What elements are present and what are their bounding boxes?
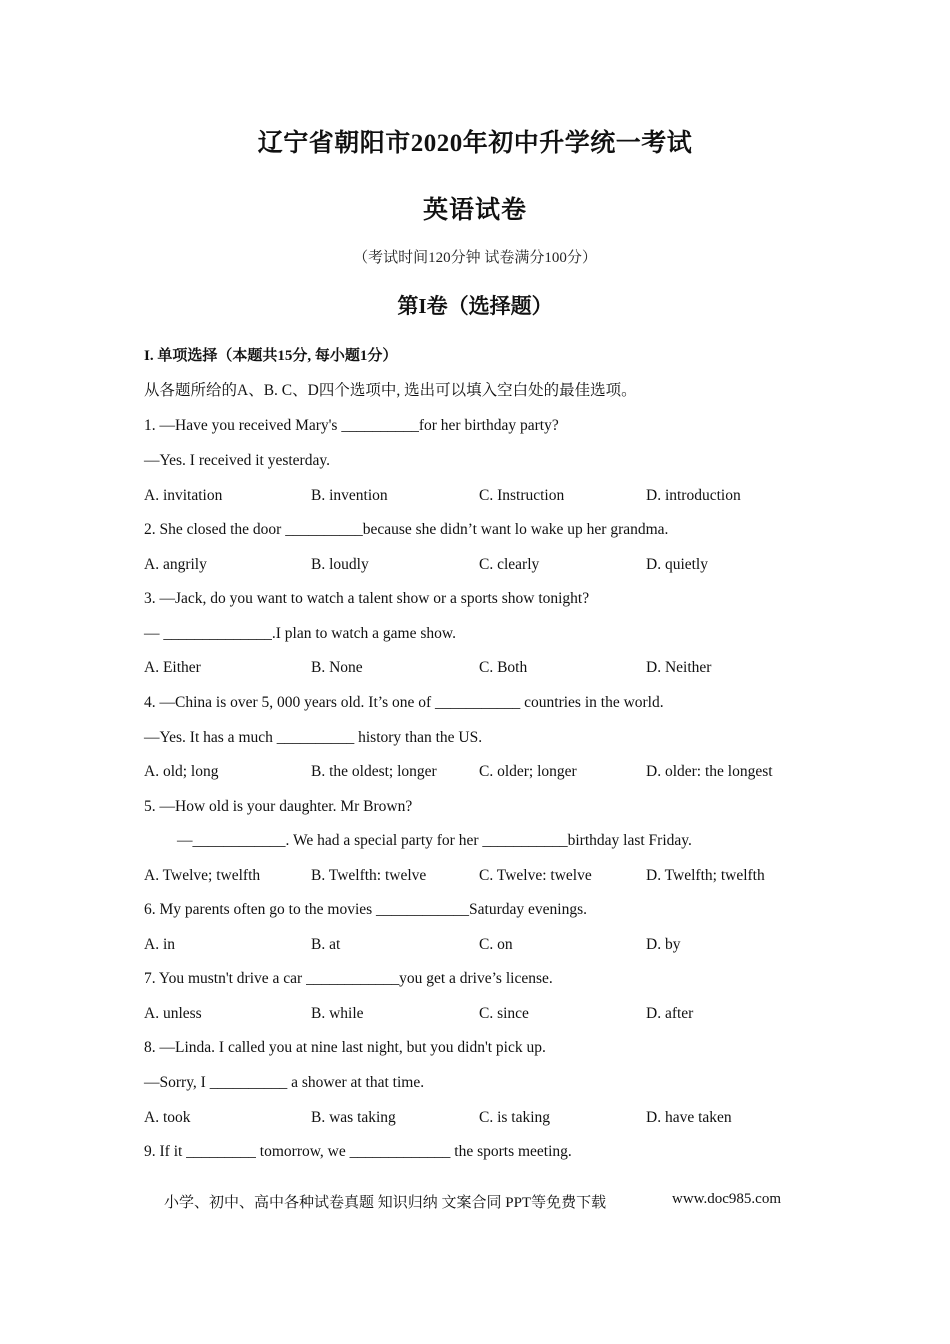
exam-subject: 英语试卷 <box>422 197 527 224</box>
question-7-option-d: D. after <box>646 1005 694 1022</box>
question-2-option-b: B. loudly <box>311 556 369 573</box>
question-5-option-d: D. Twelfth; twelfth <box>646 867 765 884</box>
question-4-option-c: C. older; longer <box>479 763 577 780</box>
exam-title: 辽宁省朝阳市2020年初中升学统一考试 <box>257 130 693 157</box>
section-heading: I. 单项选择（本题共15分, 每小题1分） <box>144 348 398 364</box>
question-1-option-d: D. introduction <box>646 487 741 504</box>
question-5-option-b: B. Twelfth: twelve <box>311 867 427 884</box>
question-5-reply: —____________. We had a special party for her ___________birthday last Friday. <box>177 832 692 849</box>
question-5-stem: 5. —How old is your daughter. Mr Brown? <box>144 798 413 815</box>
question-1-stem: 1. —Have you received Mary's __________for her birthday party? <box>144 417 559 434</box>
question-3-option-c: C. Both <box>479 659 528 676</box>
exam-info: （考试时间120分钟 试卷满分100分） <box>353 250 597 266</box>
question-6-stem: 6. My parents often go to the movies ____________Saturday evenings. <box>144 901 587 918</box>
question-8-option-b: B. was taking <box>311 1109 396 1126</box>
question-8-reply: —Sorry, I __________ a shower at that time. <box>144 1074 425 1091</box>
question-3-stem: 3. —Jack, do you want to watch a talent show or a sports show tonight? <box>144 590 590 607</box>
question-2-option-c: C. clearly <box>479 556 540 573</box>
question-2-option-d: D. quietly <box>646 556 708 573</box>
question-3-option-a: A. Either <box>144 659 201 676</box>
question-6-option-b: B. at <box>311 936 341 953</box>
question-8-stem: 8. —Linda. I called you at nine last night, but you didn't pick up. <box>144 1039 546 1056</box>
question-6-option-c: C. on <box>479 936 513 953</box>
question-7-option-c: C. since <box>479 1005 529 1022</box>
question-4-reply: —Yes. It has a much __________ history than the US. <box>144 729 483 746</box>
question-7-stem: 7. You mustn't drive a car ____________you get a drive’s license. <box>144 970 553 987</box>
question-5-option-a: A. Twelve; twelfth <box>144 867 261 884</box>
question-1-option-c: C. Instruction <box>479 487 565 504</box>
question-1-option-a: A. invitation <box>144 487 223 504</box>
question-5-option-c: C. Twelve: twelve <box>479 867 592 884</box>
footer-url[interactable]: www.doc985.com <box>672 1191 782 1207</box>
question-9-stem: 9. If it _________ tomorrow, we _____________ the sports meeting. <box>144 1143 572 1160</box>
section-instruction: 从各题所给的A、B. C、D四个选项中, 选出可以填入空白处的最佳选项。 <box>144 382 637 399</box>
question-2-stem: 2. She closed the door __________because she didn’t want lo wake up her grandma. <box>144 521 669 538</box>
question-6-option-d: D. by <box>646 936 681 953</box>
question-2-option-a: A. angrily <box>144 556 207 573</box>
question-7-option-a: A. unless <box>144 1005 202 1022</box>
question-3-reply: — ______________.I plan to watch a game show. <box>144 625 456 642</box>
question-8-option-c: C. is taking <box>479 1109 551 1126</box>
question-4-option-b: B. the oldest; longer <box>311 763 437 780</box>
question-4-option-d: D. older: the longest <box>646 763 773 780</box>
question-7-option-b: B. while <box>311 1005 364 1022</box>
footer-text: 小学、初中、高中各种试卷真题 知识归纳 文案合同 PPT等免费下载 <box>164 1195 607 1211</box>
question-8-option-d: D. have taken <box>646 1109 732 1126</box>
question-8-option-a: A. took <box>144 1109 191 1126</box>
question-1-option-b: B. invention <box>311 487 388 504</box>
part-title: 第I卷（选择题） <box>397 294 553 318</box>
question-4-option-a: A. old; long <box>144 763 219 780</box>
question-4-stem: 4. —China is over 5, 000 years old. It’s one of ___________ countries in the world. <box>144 694 664 711</box>
question-6-option-a: A. in <box>144 936 175 953</box>
question-1-reply: —Yes. I received it yesterday. <box>144 452 330 469</box>
question-3-option-d: D. Neither <box>646 659 712 676</box>
question-3-option-b: B. None <box>311 659 363 676</box>
